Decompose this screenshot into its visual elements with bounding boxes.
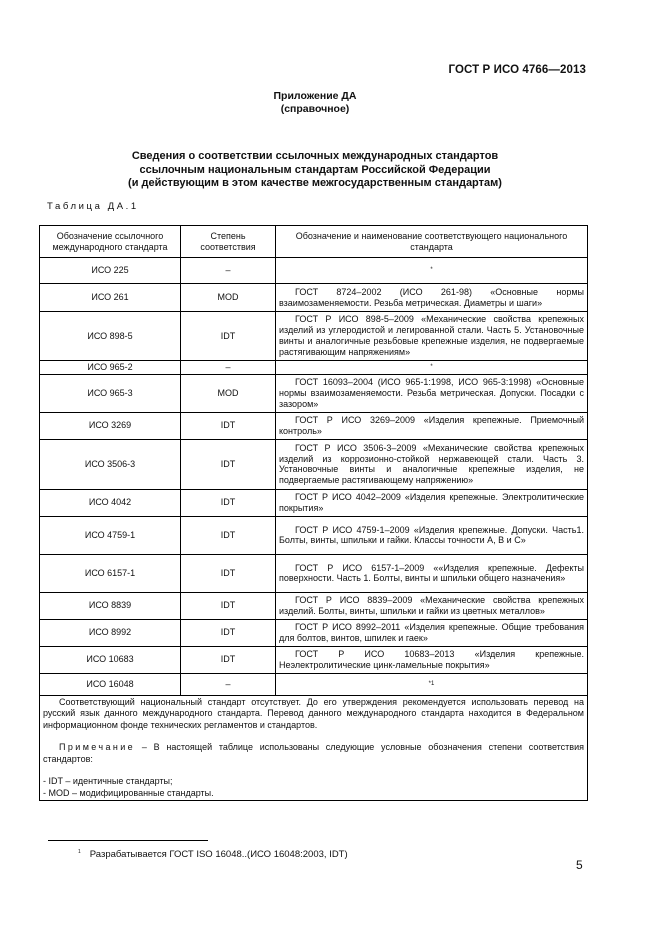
national-standard-text: ГОСТ Р ИСО 3506-3–2009 «Механические свойства крепежных изделий из коррозионно-стойкой нержавеющей стали. Часть 3. Установочные винты и аналогичные крепежные изделия, не подвергаемые растягивающему напряжению» (279, 442, 584, 486)
table-row (40, 258, 588, 284)
table-row (40, 312, 588, 361)
intl-standard-cell: ИСО 3506-3 (40, 439, 181, 489)
national-standard-text: ГОСТ Р ИСО 898-5–2009 «Механические свойства крепежных изделий из углеродистой и легированной стали. Часть 5. Установочные винты и аналогичные резьбовые крепежные изделия, не подвергаемые растягивающим напряжениям» (279, 314, 584, 357)
degree-cell: IDT (181, 412, 276, 439)
intl-standard-cell: ИСО 4042 (40, 489, 181, 516)
intl-standard-cell: ИСО 10683 (40, 646, 181, 673)
national-standard-text: ГОСТ 16093–2004 (ИСО 965-1:1998, ИСО 965-3:1998) «Основные нормы взаимозаменяемости. Резьба метрическая. Допуски. Посадки с зазором» (279, 377, 584, 409)
national-standard-cell (276, 361, 588, 375)
national-standard-cell (276, 619, 588, 646)
footnote-separator (48, 840, 208, 841)
table-row (40, 592, 588, 619)
header-degree: Степень соответствия (181, 226, 276, 258)
national-standard-text: ГОСТ Р ИСО 8992–2011 «Изделия крепежные. Общие требования для болтов, винтов, шпилек и гаек» (279, 622, 584, 643)
page-number: 5 (576, 858, 583, 872)
degree-cell: IDT (181, 592, 276, 619)
table-row (40, 284, 588, 312)
correspondence-table (39, 225, 588, 801)
table-caption: Таблица ДА.1 (47, 201, 139, 212)
footnote-marker: 1 (78, 849, 81, 855)
table-row (40, 439, 588, 489)
degree-cell: IDT (181, 516, 276, 554)
degree-cell: IDT (181, 312, 276, 361)
national-standard-cell (276, 554, 588, 592)
national-standard-cell (276, 284, 588, 312)
degree-cell: – (181, 258, 276, 284)
footnote-text: Разрабатывается ГОСТ ISO 16048..(ИСО 16048:2003, IDT) (89, 849, 348, 860)
header-national-standard: Обозначение и наименование соответствующего национального стандарта (276, 226, 588, 258)
national-standard-cell (276, 592, 588, 619)
intl-standard-cell: ИСО 898-5 (40, 312, 181, 361)
section-heading (80, 150, 550, 191)
national-standard-cell (276, 258, 588, 284)
appendix-title: Приложение ДА (273, 90, 357, 102)
legend-idt: - IDT – идентичные стандарты; (43, 776, 173, 787)
footnote-mark: * (430, 364, 433, 370)
heading-line-3: (и действующим в этом качестве межгосударственным стандартам) (128, 177, 502, 189)
note-remark (43, 742, 584, 765)
appendix-subtitle: (справочное) (280, 103, 350, 115)
table-row (40, 619, 588, 646)
table-header-row (40, 226, 588, 258)
national-standard-cell (276, 374, 588, 412)
degree-cell: IDT (181, 554, 276, 592)
national-standard-text: ГОСТ Р ИСО 4042–2009 «Изделия крепежные. Электролитические покрытия» (279, 492, 584, 513)
document-standard-id: ГОСТ Р ИСО 4766—2013 (448, 64, 586, 76)
national-standard-cell (276, 439, 588, 489)
table-row (40, 374, 588, 412)
table-row (40, 412, 588, 439)
legend-mod: - MOD – модифицированные стандарты. (43, 787, 214, 798)
intl-standard-cell: ИСО 225 (40, 258, 181, 284)
intl-standard-cell: ИСО 6157-1 (40, 554, 181, 592)
national-standard-text: ГОСТ Р ИСО 6157-1–2009 ««Изделия крепежные. Дефекты поверхности. Часть 1. Болты, винты и шпильки общего назначения» (279, 562, 584, 584)
notes-cell (40, 695, 588, 801)
degree-cell: MOD (181, 374, 276, 412)
degree-cell: IDT (181, 489, 276, 516)
degree-cell: IDT (181, 646, 276, 673)
national-standard-text: ГОСТ Р ИСО 10683–2013 «Изделия крепежные. Неэлектролитические цинк-ламельные покрытия» (279, 649, 584, 670)
intl-standard-cell: ИСО 261 (40, 284, 181, 312)
intl-standard-cell: ИСО 8992 (40, 619, 181, 646)
national-standard-cell (276, 489, 588, 516)
national-standard-cell (276, 516, 588, 554)
intl-standard-cell: ИСО 965-2 (40, 361, 181, 375)
intl-standard-cell: ИСО 3269 (40, 412, 181, 439)
national-standard-cell (276, 412, 588, 439)
degree-cell: MOD (181, 284, 276, 312)
national-standard-cell (276, 673, 588, 695)
notes-row (40, 695, 588, 801)
table-row (40, 646, 588, 673)
footnote-mark: *1 (428, 680, 435, 687)
national-standard-text: ГОСТ 8724–2002 (ИСО 261-98) «Основные нормы взаимозаменяемости. Резьба метрическая. Диаметры и шаги» (279, 286, 584, 308)
national-standard-text: ГОСТ Р ИСО 4759-1–2009 «Изделия крепежные. Допуски. Часть1. Болты, винты, шпильки и гайки. Классы точности А, В и С» (279, 524, 584, 546)
degree-cell: IDT (181, 439, 276, 489)
heading-line-1: Сведения о соответствии ссылочных международных стандартов (131, 150, 499, 162)
national-standard-text: ГОСТ Р ИСО 3269–2009 «Изделия крепежные. Приемочный контроль» (279, 415, 584, 436)
national-standard-cell (276, 312, 588, 361)
intl-standard-cell: ИСО 16048 (40, 673, 181, 695)
intl-standard-cell: ИСО 965-3 (40, 374, 181, 412)
intl-standard-cell: ИСО 8839 (40, 592, 181, 619)
degree-cell: IDT (181, 619, 276, 646)
national-standard-cell (276, 646, 588, 673)
degree-cell: – (181, 673, 276, 695)
degree-cell: – (181, 361, 276, 375)
footnote-mark: * (430, 267, 433, 274)
note-label: Примечание (59, 742, 136, 753)
table-row (40, 554, 588, 592)
table-row (40, 673, 588, 695)
intl-standard-cell: ИСО 4759-1 (40, 516, 181, 554)
national-standard-text: ГОСТ Р ИСО 8839–2009 «Механические свойства крепежных изделий. Болты, винты, шпильки и гайки из цветных металлов» (279, 595, 584, 616)
note-paragraph: Соответствующий национальный стандарт отсутствует. До его утверждения рекомендуется использовать перевод на русский язык данного международного стандарта. Перевод данного международного стандарта находится в Федеральном информационном фонде технических регламентов и стандартов. (43, 696, 584, 730)
table-row (40, 361, 588, 375)
header-intl-standard: Обозначение ссылочного международного стандарта (40, 226, 181, 258)
note-text: – В настоящей таблице использованы следующие условные обозначения степени соответствия стандартов: (43, 742, 584, 764)
table-row (40, 516, 588, 554)
footnote (78, 849, 348, 860)
heading-line-2: ссылочным национальным стандартам Российской Федерации (139, 163, 491, 176)
table-row (40, 489, 588, 516)
appendix-block (0, 90, 630, 116)
